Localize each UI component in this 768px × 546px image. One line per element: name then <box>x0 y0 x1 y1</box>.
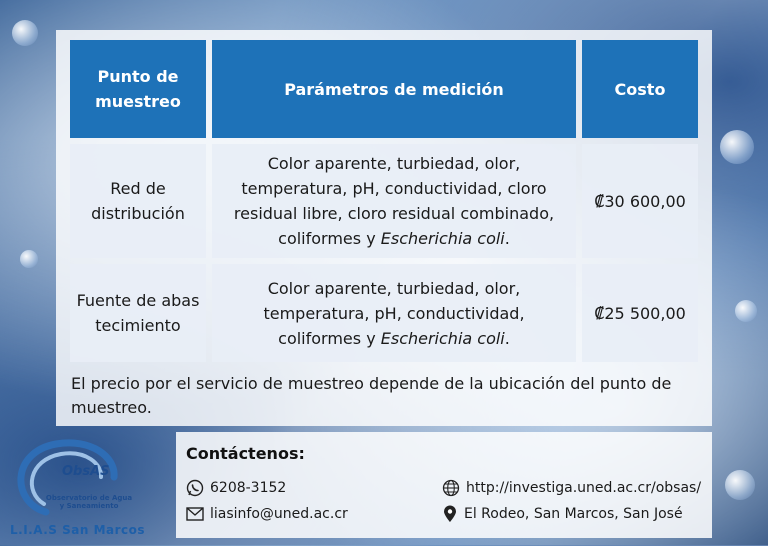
contact-address <box>442 505 683 523</box>
map-pin-icon <box>442 505 458 523</box>
row2-parameters-main: Color aparente, turbiedad, olor, temperatura, pH, conductividad, coliformes y <box>263 278 525 348</box>
row1-parameters-main: Color aparente, turbiedad, olor, temperatura, pH, conductividad, cloro residual libre, cloro residual combinado, coliformes y <box>233 154 555 248</box>
row1-cost-value: ₡30 600,00 <box>594 191 686 211</box>
contact-title: Contáctenos: <box>186 444 305 463</box>
water-bubble-decoration <box>735 300 757 322</box>
row2-cost <box>582 264 698 362</box>
contact-phone <box>186 479 286 497</box>
row2-parameters-species: Escherichia coli <box>380 328 505 348</box>
water-bubble-decoration <box>12 20 38 46</box>
header-parameters <box>212 40 576 138</box>
row1-sampling-point-label: Red de distribución <box>91 179 185 223</box>
contact-address-value: El Rodeo, San Marcos, San José <box>464 506 683 522</box>
contact-phone-value: 6208-3152 <box>210 480 287 496</box>
contact-email[interactable] <box>186 506 348 522</box>
row2-sampling-point <box>70 264 206 362</box>
row2-sampling-point-label: Fuente de abastecimiento <box>76 291 200 335</box>
row1-sampling-point <box>70 144 206 258</box>
row1-parameters-text <box>224 151 564 251</box>
header-sampling-point-label: Punto de muestreo <box>95 67 181 111</box>
row1-cost <box>582 144 698 258</box>
whatsapp-icon <box>186 479 204 497</box>
contact-email-value[interactable]: liasinfo@uned.ac.cr <box>210 506 348 522</box>
row2-parameters-end: . <box>504 328 510 348</box>
row1-parameters-species: Escherichia coli <box>380 229 505 248</box>
contact-website[interactable] <box>442 479 701 497</box>
obsas-logo-subtitle: Observatorio de Agua y Saneamiento <box>45 494 133 510</box>
header-cost-label: Costo <box>614 79 666 99</box>
row1-parameters <box>212 144 576 258</box>
header-sampling-point <box>70 40 206 138</box>
row2-parameters <box>212 264 576 362</box>
contact-website-value[interactable]: http://investiga.uned.ac.cr/obsas/ <box>466 480 702 496</box>
water-bubble-decoration <box>725 470 755 500</box>
row1-parameters-end: . <box>504 229 510 248</box>
lias-lab-name: L.I.A.S San Marcos <box>10 523 146 537</box>
pricing-note: El precio por el servicio de muestreo depende de la ubicación del punto de muestreo. <box>71 374 672 417</box>
water-bubble-decoration <box>720 130 754 164</box>
row2-cost-value: ₡25 500,00 <box>594 303 686 323</box>
header-parameters-label: Parámetros de medición <box>284 79 504 99</box>
header-cost <box>582 40 698 138</box>
row2-parameters-text <box>249 276 539 351</box>
water-bubble-decoration <box>20 250 38 268</box>
obsas-logo-name: ObsAS <box>62 464 110 479</box>
globe-icon <box>442 479 460 497</box>
mail-icon <box>186 507 204 521</box>
